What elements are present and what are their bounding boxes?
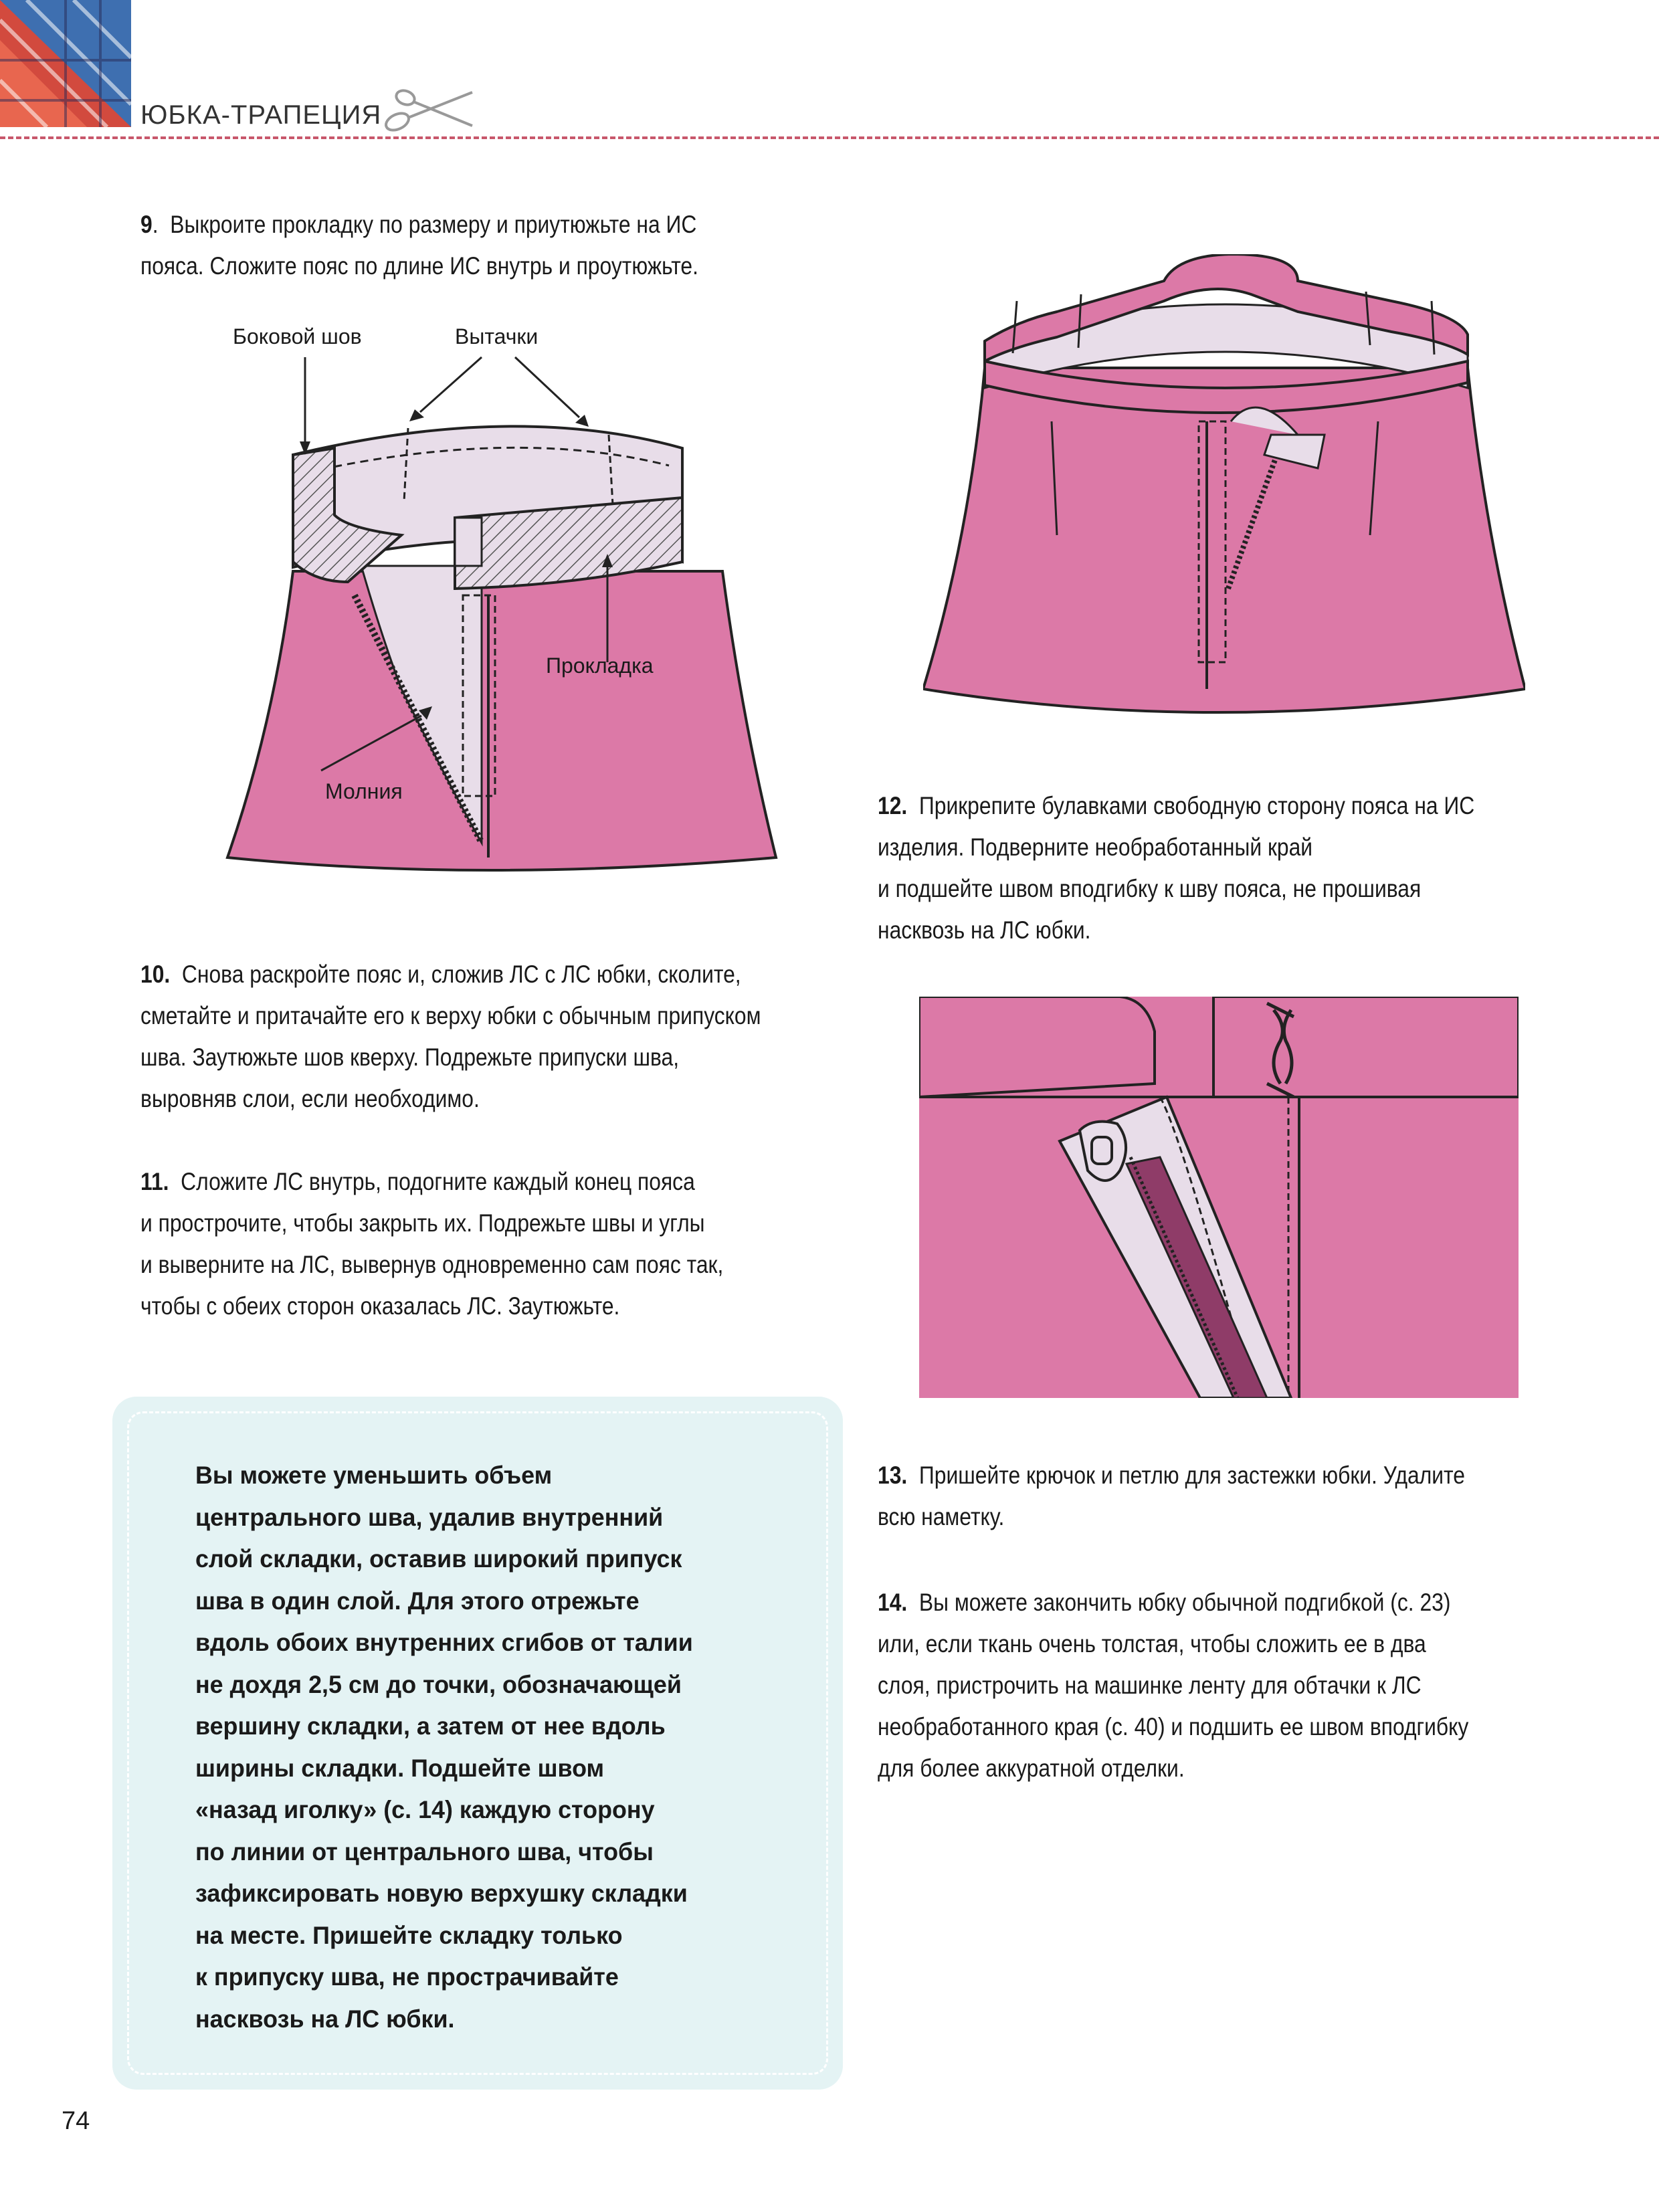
skirt-body bbox=[923, 368, 1525, 712]
tip-line: центрального шва, удалив внутренний bbox=[195, 1503, 664, 1531]
figure-waistband-interfacing bbox=[201, 314, 803, 876]
tip-line: вершину складки, а затем от нее вдоль bbox=[195, 1712, 666, 1740]
text-line: Пришейте крючок и петлю для застежки юбки. Удалите bbox=[918, 1462, 1465, 1489]
step-number: 9 bbox=[140, 211, 153, 238]
text-line: чтобы с обеих сторон оказалась ЛС. Заутюжьте. bbox=[140, 1292, 620, 1320]
step-9-text: 9. Выкроите прокладку по размеру и приутюжьте на ИС пояса. Сложите пояс по длине ИС внутрь и проутюжьте. bbox=[140, 204, 698, 287]
figure-waistband-pinned bbox=[923, 254, 1525, 736]
tip-line: по линии от центрального шва, чтобы bbox=[195, 1837, 654, 1866]
text-line: изделия. Подверните необработанный край bbox=[878, 833, 1313, 861]
text-line: или, если ткань очень толстая, чтобы сложить ее в два bbox=[878, 1630, 1426, 1657]
step-10-text bbox=[140, 954, 761, 1120]
figure-hook-and-eye bbox=[919, 997, 1519, 1398]
tip-text bbox=[195, 1455, 779, 2040]
label-darts: Вытачки bbox=[455, 324, 539, 348]
tip-line: зафиксировать новую верхушку складки bbox=[195, 1880, 688, 1907]
step-number: 13. bbox=[878, 1462, 908, 1489]
tip-line: слой складки, оставив широкий припуск bbox=[195, 1545, 682, 1573]
text-line: слоя, пристрочить на машинке ленту для обтачки к ЛС bbox=[878, 1672, 1422, 1699]
step-11-text bbox=[140, 1161, 723, 1327]
step-number: 10. bbox=[140, 961, 171, 988]
text-line: выровняв слои, если необходимо. bbox=[140, 1085, 480, 1112]
page-number: 74 bbox=[62, 2107, 90, 2135]
text-line: пояса. Сложите пояс по длине ИС внутрь и проутюжьте. bbox=[140, 252, 698, 280]
tip-line: шва в один слой. Для этого отрежьте bbox=[195, 1587, 640, 1615]
tip-line: вдоль обоих внутренних сгибов от талии bbox=[195, 1629, 693, 1656]
step-number: 11. bbox=[140, 1168, 169, 1195]
step-number: 12. bbox=[878, 792, 908, 819]
label-interfacing: Прокладка bbox=[546, 653, 654, 678]
section-title: ЮБКА-ТРАПЕЦИЯ bbox=[140, 100, 382, 130]
tip-line: ширины складки. Подшейте швом bbox=[195, 1754, 605, 1782]
label-zipper: Молния bbox=[325, 779, 403, 803]
text-line: всю наметку. bbox=[878, 1503, 1005, 1530]
tip-line: на месте. Пришейте складку только bbox=[195, 1921, 623, 1949]
step-number: 14. bbox=[878, 1589, 908, 1616]
text-line: Прикрепите булавками свободную сторону пояса на ИС bbox=[918, 792, 1475, 819]
text-line: сметайте и притачайте его к верху юбки с обычным припуском bbox=[140, 1002, 761, 1029]
text-line: необработанного края (с. 40) и подшить ее швом вподгибку bbox=[878, 1713, 1469, 1740]
text-line: и подшейте швом вподгибку к шву пояса, не прошивая bbox=[878, 875, 1422, 902]
step-14-text bbox=[878, 1582, 1468, 1789]
text-line: и прострочите, чтобы закрыть их. Подрежьте швы и углы bbox=[140, 1209, 705, 1237]
tip-line: насквозь на ЛС юбки. bbox=[195, 2005, 455, 2033]
plaid-fabric-decoration bbox=[0, 0, 131, 127]
text-line: Снова раскройте пояс и, сложив ЛС с ЛС юбки, сколите, bbox=[181, 961, 741, 988]
tip-line: «назад иголку» (с. 14) каждую сторону bbox=[195, 1796, 655, 1823]
text-line: насквозь на ЛС юбки. bbox=[878, 916, 1091, 944]
text-line: Сложите ЛС внутрь, подогните каждый конец пояса bbox=[181, 1168, 695, 1195]
text-line: Вы можете закончить юбку обычной подгибкой (с. 23) bbox=[918, 1589, 1451, 1616]
tip-line: Вы можете уменьшить объем bbox=[195, 1462, 553, 1489]
scissors-icon bbox=[379, 80, 479, 140]
text-line: и выверните на ЛС, вывернув одновременно сам пояс так, bbox=[140, 1251, 724, 1278]
skirt-body bbox=[227, 571, 776, 870]
text-line: для более аккуратной отделки. bbox=[878, 1754, 1185, 1782]
text-line: Выкроите прокладку по размеру и приутюжьте на ИС bbox=[170, 211, 697, 238]
tip-line: к припуску шва, не прострачивайте bbox=[195, 1963, 619, 1991]
step-12-text bbox=[878, 785, 1474, 951]
step-13-text bbox=[878, 1455, 1465, 1538]
text-line: шва. Заутюжьте шов кверху. Подрежьте припуски шва, bbox=[140, 1043, 680, 1071]
tip-line: не дохдя 2,5 см до точки, обозначающей bbox=[195, 1670, 682, 1698]
header-dashed-rule bbox=[0, 136, 1659, 139]
label-side-seam: Боковой шов bbox=[233, 324, 362, 348]
